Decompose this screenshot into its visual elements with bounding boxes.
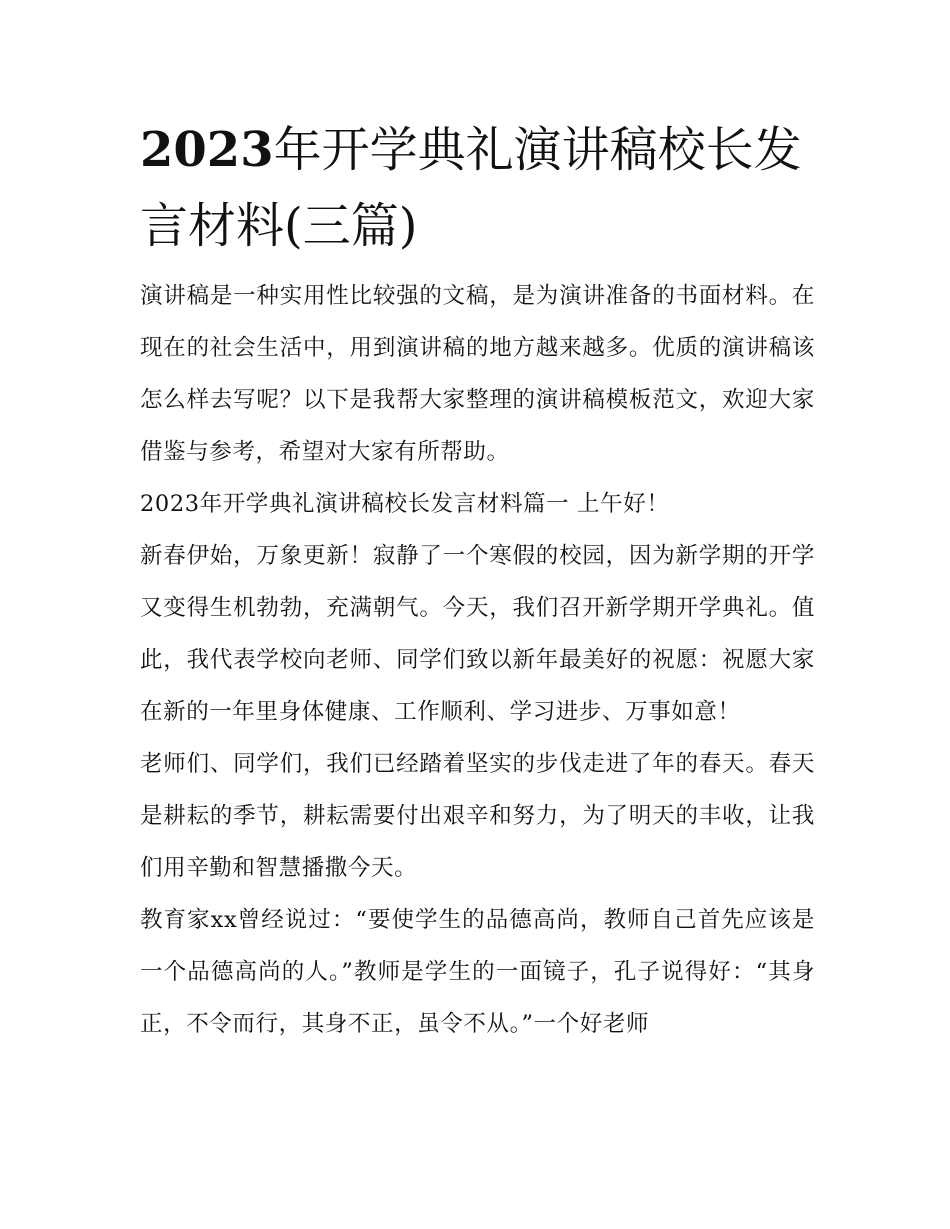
document-title [140, 112, 815, 264]
document-page [140, 112, 815, 1050]
paragraph-new-spring: 新春伊始，万象更新！寂静了一个寒假的校园，因为新学期的开学又变得生机勃勃，充满朝气。今天，我们召开新学期开学典礼。值此，我代表学校向老师、同学们致以新年最美好的祝愿：祝愿大家在新的一年里身体健康、工作顺利、学习进步、万事如意！ [140, 543, 815, 725]
paragraph-spring-season: 老师们、同学们，我们已经踏着坚实的步伐走进了年的春天。春天是耕耘的季节，耕耘需要付出艰辛和努力，为了明天的丰收，让我们用辛勤和智慧播撒今天。 [140, 751, 815, 881]
paragraph-intro: 演讲稿是一种实用性比较强的文稿，是为演讲准备的书面材料。在现在的社会生活中，用到演讲稿的地方越来越多。优质的演讲稿该怎么样去写呢？以下是我帮大家整理的演讲稿模板范文，欢迎大家借鉴与参考，希望对大家有所帮助。 [140, 283, 815, 465]
title-year: 2023 [140, 122, 274, 178]
paragraph-educator-quote: 教育家xx曾经说过：“要使学生的品德高尚，教师自己首先应该是一个品德高尚的人。”教师是学生的一面镜子，孔子说得好：“其身正，不令而行，其身不正，虽令不从。”一个好老师 [140, 907, 815, 1037]
paragraph-heading-part-one: 2023年开学典礼演讲稿校长发言材料篇一 上午好！ [140, 491, 670, 517]
title-text: 年开学典礼演讲稿校长发言材料(三篇) [140, 122, 802, 254]
